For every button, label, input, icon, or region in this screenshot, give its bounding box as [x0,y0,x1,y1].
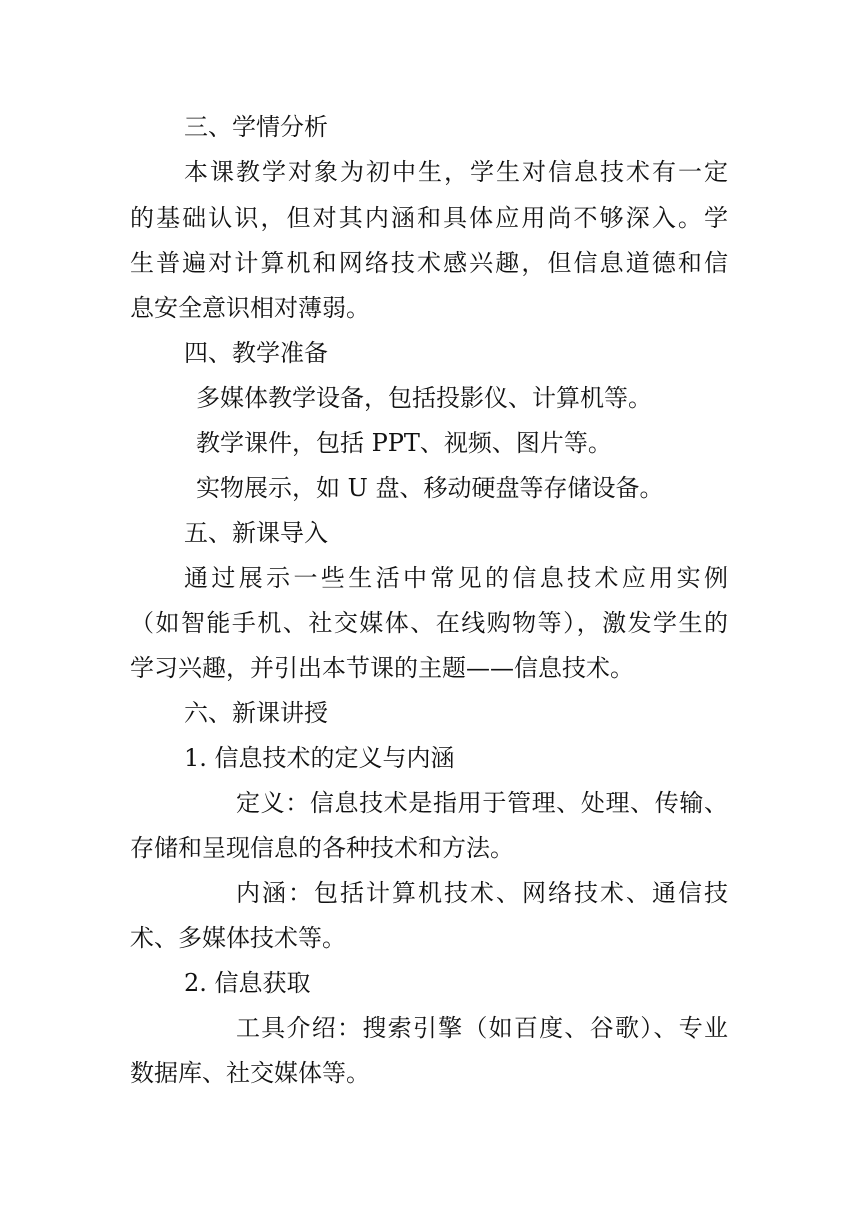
paragraph-line: 术、多媒体技术等。 [130,924,346,952]
paragraph-line: 内涵：包括计算机技术、网络技术、通信技 [236,879,728,907]
section-heading-5: 五、新课导入 [184,519,328,547]
section-heading-3: 三、学情分析 [184,113,328,141]
paragraph-line: 生普遍对计算机和网络技术感兴趣，但信息道德和信 [130,249,728,277]
paragraph-line: 通过展示一些生活中常见的信息技术应用实例 [184,564,728,592]
list-item: 教学课件，包括 PPT、视频、图片等。 [196,429,612,457]
paragraph-line: 存储和呈现信息的各种技术和方法。 [130,834,514,862]
paragraph-line: 本课教学对象为初中生，学生对信息技术有一定 [184,158,728,186]
list-item: 实物展示，如 U 盘、移动硬盘等存储设备。 [196,474,664,502]
paragraph-line: 息安全意识相对薄弱。 [130,294,370,322]
paragraph-line: 数据库、社交媒体等。 [130,1059,370,1087]
paragraph-line: 的基础认识，但对其内涵和具体应用尚不够深入。学 [130,204,728,232]
subsection-heading-2: 2. 信息获取 [184,969,311,997]
paragraph-line: （如智能手机、社交媒体、在线购物等），激发学生的 [130,609,728,637]
section-heading-6: 六、新课讲授 [184,699,328,727]
paragraph-line: 定义：信息技术是指用于管理、处理、传输、 [236,789,728,817]
section-heading-4: 四、教学准备 [184,339,328,367]
subsection-heading-1: 1. 信息技术的定义与内涵 [184,744,455,772]
paragraph-line: 学习兴趣，并引出本节课的主题——信息技术。 [130,654,634,682]
paragraph-line: 工具介绍：搜索引擎（如百度、谷歌）、专业 [236,1014,728,1042]
list-item: 多媒体教学设备，包括投影仪、计算机等。 [196,384,652,412]
